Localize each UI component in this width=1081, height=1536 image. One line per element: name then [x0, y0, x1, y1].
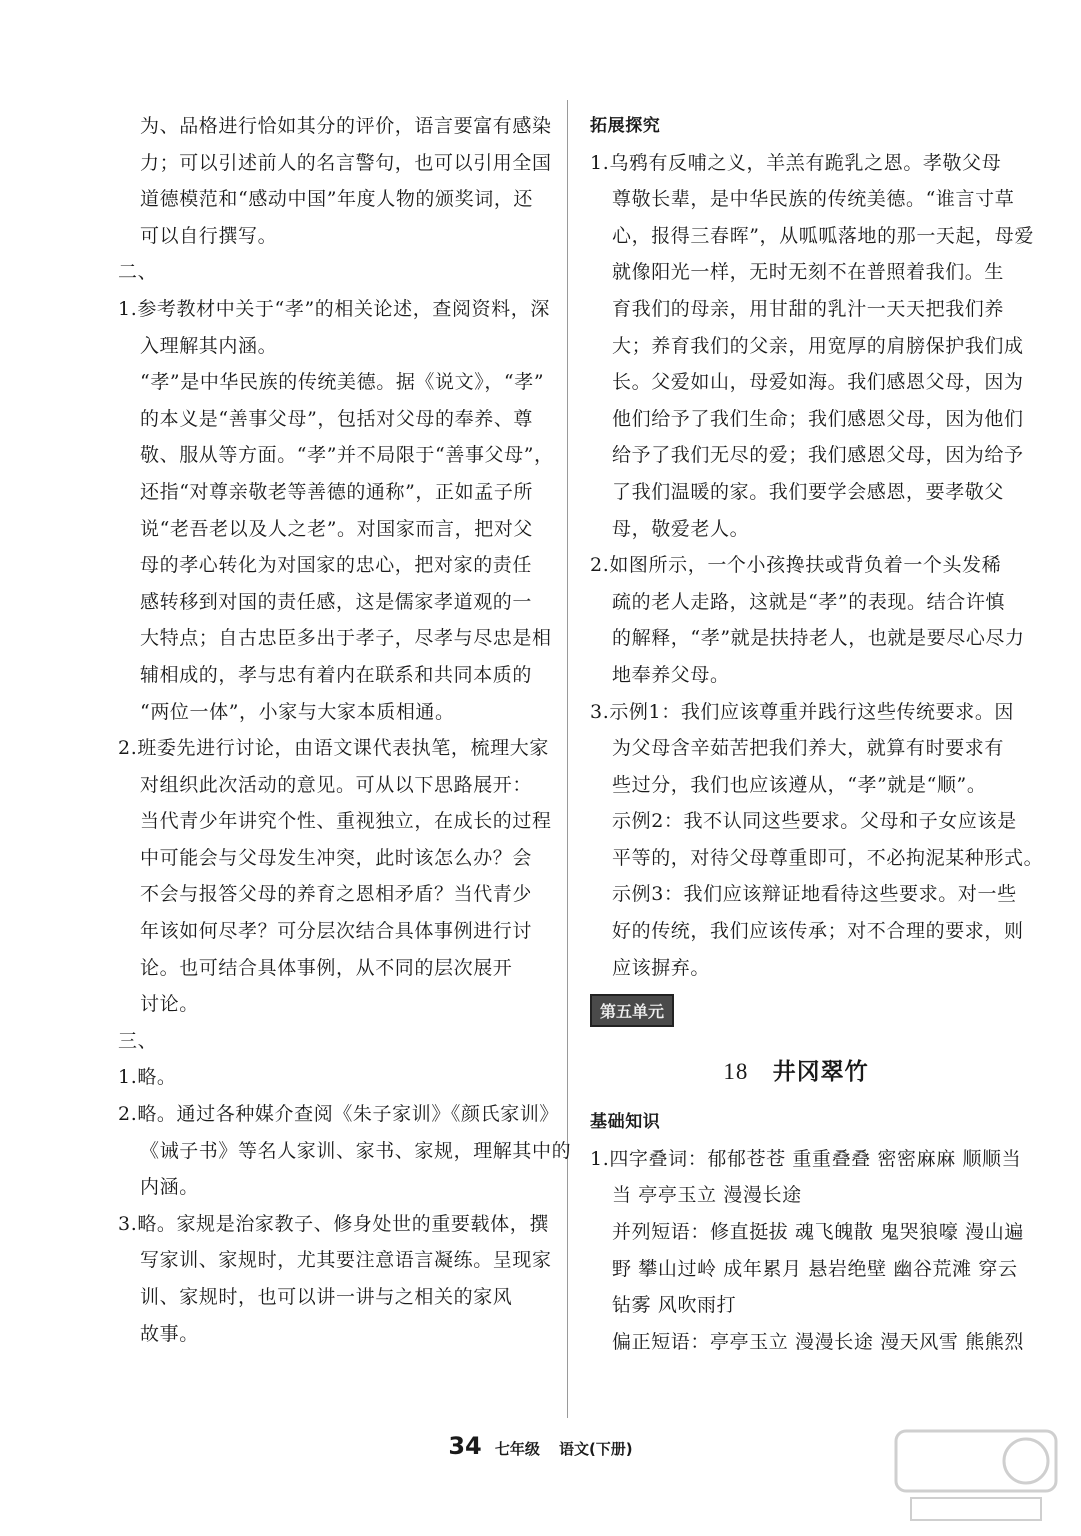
- right-text-line: 的解释，“孝”就是扶持老人，也就是要尽心尽力: [612, 627, 1025, 650]
- right-text-line: 他们给予了我们生命；我们感恩父母，因为他们: [612, 407, 1024, 430]
- left-text-line: 力；可以引述前人的名言警句，也可以引用全国: [140, 151, 552, 174]
- left-text-line: 当代青少年讲究个性、重视独立，在成长的过程: [140, 810, 552, 833]
- left-text-line: 论。也可结合具体事例，从不同的层次展开: [140, 956, 513, 979]
- left-text-line: 入理解其内涵。: [140, 334, 278, 357]
- right-text-line: 并列短语：修直挺拔 魂飞魄散 鬼哭狼嚎 漫山遍: [612, 1221, 1024, 1244]
- left-text-line: 母的孝心转化为对国家的忠心，把对家的责任: [140, 554, 533, 577]
- right-text-line: 母，敬爱老人。: [612, 517, 750, 540]
- left-text-line: 1.参考教材中关于“孝”的相关论述，查阅资料，深: [118, 297, 550, 320]
- extension-section: [590, 108, 1044, 986]
- right-text-line: 示例3：我们应该辩证地看待这些要求。对一些: [612, 883, 1017, 906]
- right-text-line: 偏正短语：亭亭玉立 漫漫长途 漫天风雪 熊熊烈: [612, 1330, 1024, 1353]
- section-heading: 拓展探究: [590, 116, 661, 136]
- right-text-line: 钻雾 风吹雨打: [612, 1294, 737, 1317]
- right-text-line: 3.示例1：我们应该尊重并践行这些传统要求。因: [590, 700, 1015, 723]
- right-text-line: 给予了我们无尽的爱；我们感恩父母，因为给予: [612, 444, 1024, 467]
- right-text-line: 2.如图所示，一个小孩搀扶或背负着一个头发稀: [590, 554, 1002, 577]
- right-text-line: 疏的老人走路，这就是“孝”的表现。结合许慎: [612, 590, 1006, 613]
- left-text-line: 道德模范和“感动中国”年度人物的颁奖词，还: [140, 188, 534, 211]
- left-text-line: “孝”是中华民族的传统美德。据《说文》，“孝”: [140, 371, 545, 394]
- left-text-line: “两位一体”，小家与大家本质相通。: [140, 700, 455, 723]
- left-text-line: 写家训、家规时，尤其要注意语言凝练。呈现家: [140, 1249, 552, 1272]
- right-text-line: 1.乌鸦有反哺之义，羊羔有跪乳之恩。孝敬父母: [590, 151, 1002, 174]
- left-text-line: 年该如何尽孝？可分层次结合具体事例进行讨: [140, 920, 533, 943]
- right-text-line: 为父母含辛茹苦把我们养大，就算有时要求有: [612, 737, 1005, 760]
- left-text-line: 说“老吾老以及人之老”。对国家而言，把对父: [140, 517, 534, 540]
- right-text-line: 尊敬长辈，是中华民族的传统美德。“谁言寸草: [612, 188, 1015, 211]
- left-text-line: 大特点；自古忠臣多出于孝子，尽孝与尽忠是相: [140, 627, 552, 650]
- left-text-line: 的本义是“善事父母”，包括对父母的奉养、尊: [140, 407, 534, 430]
- left-text-line: 不会与报答父母的养育之恩相矛盾？当代青少: [140, 883, 533, 906]
- left-text-line: 1.略。: [118, 1066, 177, 1089]
- left-text-line: 对组织此次活动的意见。可从以下思路展开：: [140, 773, 533, 796]
- left-text-line: 训、家规时，也可以讲一讲与之相关的家风: [140, 1286, 513, 1308]
- right-text-line: 野 攀山过岭 成年累月 悬岩绝壁 幽谷荒滩 穿云: [612, 1257, 1018, 1280]
- basic-knowledge-section: [590, 1104, 1024, 1360]
- lesson-heading: [590, 1053, 1002, 1086]
- left-text-line: 故事。: [140, 1322, 199, 1345]
- left-text-line: 2.略。通过各种媒介查阅《朱子家训》《颜氏家训》: [118, 1103, 560, 1126]
- right-text-line: 长。父爱如山，母爱如海。我们感恩父母，因为: [612, 371, 1024, 394]
- right-text-line: 地奉养父母。: [612, 663, 730, 686]
- left-text-line: 内涵。: [140, 1176, 199, 1199]
- left-text-line: 辅相成的，孝与忠有着内在联系和共同本质的: [140, 663, 533, 686]
- right-text-line: 了我们温暖的家。我们要学会感恩，要孝敬父: [612, 480, 1005, 503]
- right-text-line: 1.四字叠词：郁郁苍苍 重重叠叠 密密麻麻 顺顺当: [590, 1147, 1022, 1170]
- left-text-line: 3.略。家规是治家教子、修身处世的重要载体，撰: [118, 1212, 549, 1235]
- right-text-line: 当 亭亭玉立 漫漫长途: [612, 1184, 802, 1207]
- left-text-line: 讨论。: [140, 993, 199, 1016]
- right-text-line: 就像阳光一样，无时无刻不在普照着我们。生: [612, 261, 1005, 284]
- left-text-line: 敬、服从等方面。“孝”并不局限于“善事父母”，: [140, 444, 554, 467]
- lesson-title: 井冈翠竹: [772, 1059, 869, 1086]
- left-text-line: 还指“对尊亲敬老等善德的通称”，正如孟子所: [140, 480, 534, 503]
- left-text-line: 感转移到对国的责任感，这是儒家孝道观的一: [140, 590, 533, 613]
- left-text-line: 中可能会与父母发生冲突，此时该怎么办？会: [140, 846, 533, 869]
- left-text-line: 三、: [118, 1029, 158, 1052]
- right-column: [590, 108, 1044, 1360]
- left-text-line: 二、: [118, 261, 158, 284]
- right-text-line: 大；养育我们的父亲，用宽厚的肩膀保护我们成: [612, 334, 1024, 357]
- left-text-line: 《诫子书》等名人家训、家书、家规，理解其中的: [140, 1139, 572, 1162]
- subject-label: 语文(下册): [558, 1440, 633, 1458]
- watermark-logo-icon: [891, 1426, 1061, 1526]
- right-text-line: 应该摒弃。: [612, 956, 711, 979]
- right-text-line: 示例2：我不认同这些要求。父母和子女应该是: [612, 810, 1017, 833]
- page-number: 34: [448, 1432, 482, 1460]
- left-column: [118, 108, 572, 1352]
- left-text-line: 2.班委先进行讨论，由语文课代表执笔，梳理大家: [118, 737, 549, 760]
- right-text-line: 平等的，对待父母尊重即可，不必拘泥某种形式。: [612, 846, 1044, 869]
- grade-label: 七年级: [494, 1440, 540, 1458]
- right-text-line: 心，报得三春晖”，从呱呱落地的那一天起，母爱: [612, 224, 1034, 247]
- left-text-line: 为、品格进行恰如其分的评价，语言要富有感染: [140, 115, 552, 137]
- right-text-line: 些过分，我们也应该遵从，“孝”就是“顺”。: [612, 773, 987, 796]
- right-text-line: 育我们的母亲，用甘甜的乳汁一天天把我们养: [612, 297, 1005, 320]
- right-text-line: 好的传统，我们应该传承；对不合理的要求，则: [612, 920, 1024, 943]
- lesson-number: 18: [723, 1059, 749, 1085]
- section-heading: 基础知识: [590, 1112, 661, 1133]
- left-text-line: 可以自行撰写。: [140, 224, 278, 247]
- column-divider: [567, 100, 568, 1418]
- unit-tag: 第五单元: [590, 994, 674, 1027]
